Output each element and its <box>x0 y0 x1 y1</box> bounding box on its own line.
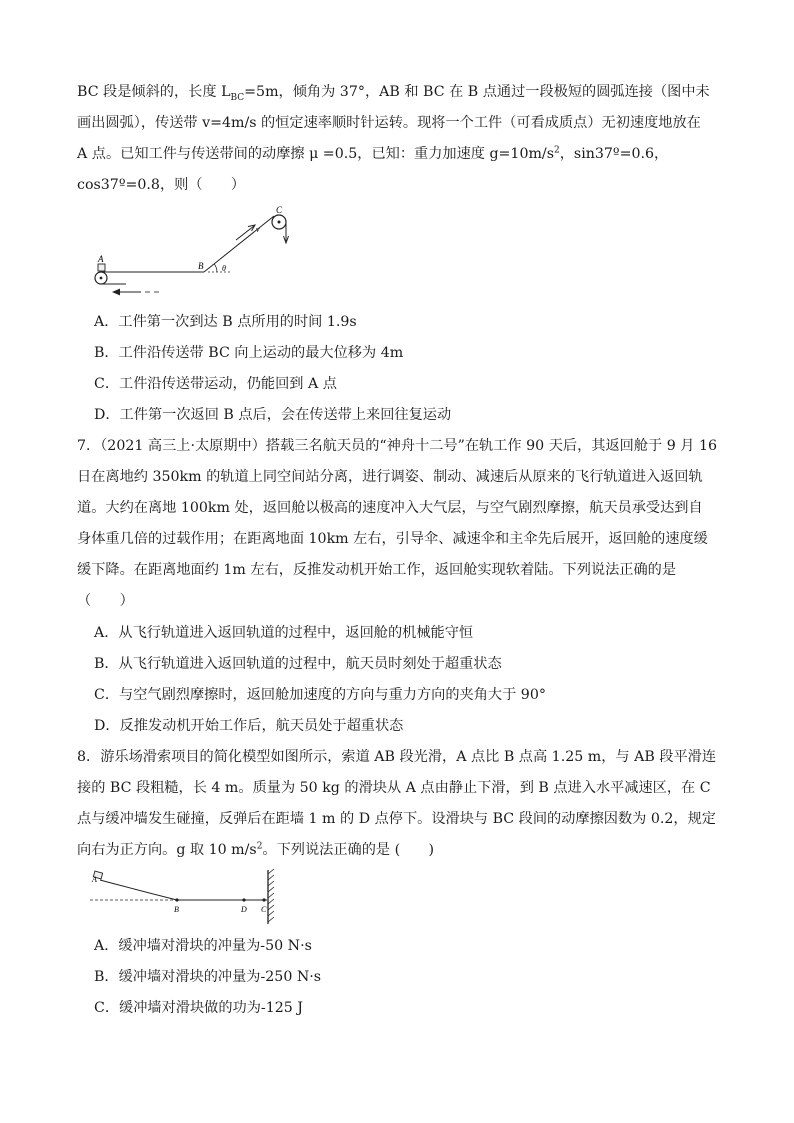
conveyor-belt-diagram <box>86 205 300 297</box>
q7-option-d: D．反推发动机开始工作后，航天员处于超重状态 <box>94 718 404 734</box>
q8-stem-line-2: 接的 BC 段粗糙，长 4 m。质量为 50 kg 的滑块从 A 点由静止下滑，到 B 点进入水平减速区，在 C <box>77 780 711 796</box>
q8-stem-line-1: 8．游乐场滑索项目的简化模型如图所示，索道 AB 段光滑，A 点比 B 点高 1.25 m，与 AB 段平滑连 <box>77 749 717 765</box>
q8-option-c: C．缓冲墙对滑块做的功为-125 J <box>94 1000 303 1016</box>
label-b: B <box>174 905 179 914</box>
label-theta: θ <box>222 264 226 273</box>
q8-option-b: B．缓冲墙对滑块的冲量为-250 N·s <box>94 969 322 985</box>
q8-stem-line-4: 向右为正方向。g 取 10 $m/s^2$。下列说法正确的是 ( ) <box>77 841 435 858</box>
q8-stem-line-3: 点与缓冲墙发生碰撞，反弹后在距墙 1 m 的 D 点停下。设滑块与 BC 段间的动摩擦因数为 0.2，规定 <box>77 811 716 827</box>
label-d: D <box>241 905 247 914</box>
q7-stem-line-5: 缓下降。在距离地面约 1m 左右，反推发动机开始工作，返回舱实现软着陆。下列说法正确的是 <box>77 562 677 578</box>
q6-stem-line-3: A 点。已知工件与传送带间的动摩擦 μ =0.5，已知：重力加速度 $g=10m/s^2$，sin37º=0.6， <box>77 145 669 162</box>
label-b: B <box>198 261 204 271</box>
q7-stem-line-3: 道。大约在离地 100km 处，返回舱以极高的速度冲入大气层，与空气剧烈摩擦，航天员承受达到自 <box>77 500 703 516</box>
q7-option-a: A．从飞行轨道进入返回轨道的过程中，返回舱的机械能守恒 <box>94 625 474 641</box>
q6-stem-line-1: BC 段是倾斜的，长度 $L_{BC}=5m$，倾角为 37°，AB 和 BC 在 B 点通过一段极短的圆弧连接（图中未 <box>77 84 710 103</box>
q6-option-a: A．工件第一次到达 B 点所用的时间 1.9s <box>94 314 357 330</box>
q6-option-d: D．工件第一次返回 B 点后，会在传送带上来回往复运动 <box>94 407 452 423</box>
q7-option-b: B．从飞行轨道进入返回轨道的过程中，航天员时刻处于超重状态 <box>94 656 502 672</box>
label-c: C <box>261 905 267 914</box>
q6-stem-line-2: 画出圆弧），传送带 v=4m/s 的恒定速率顺时针运转。现将一个工件（可看成质点）无初速度地放在 <box>77 115 701 131</box>
label-c: C <box>276 205 283 215</box>
label-v: v <box>256 225 260 234</box>
q7-stem-line-1: 7．（2021 高三上·太原期中）搭载三名航天员的“神舟十二号”在轨工作 90 天后，其返回舱于 9 月 16 <box>77 438 717 454</box>
label-a: A <box>92 875 97 884</box>
q7-option-c: C．与空气剧烈摩擦时，返回舱加速度的方向与重力方向的夹角大于 90° <box>94 687 546 703</box>
q6-option-c: C．工件沿传送带运动，仍能回到 A 点 <box>94 376 337 392</box>
workpiece-block <box>98 264 105 271</box>
q7-stem-line-4: 身体重几倍的过载作用；在距离地面 10km 左右，引导伞、减速伞和主伞先后展开，返回舱的速度缓 <box>77 531 708 547</box>
q6-stem-line-4: cos37º=0.8，则（ ） <box>77 177 246 193</box>
label-a: A <box>98 254 104 264</box>
q6-option-b: B．工件沿传送带 BC 向上运动的最大位移为 4m <box>94 345 404 361</box>
q7-stem-line-2: 日在离地约 350km 的轨道上同空间站分离，进行调姿、制动、减速后从原来的飞行轨道进入返回轨 <box>77 469 703 485</box>
q8-option-a: A．缓冲墙对滑块的冲量为-50 N·s <box>94 938 312 954</box>
zipline-diagram <box>90 866 286 930</box>
q7-stem-line-6: （ ） <box>77 593 134 609</box>
